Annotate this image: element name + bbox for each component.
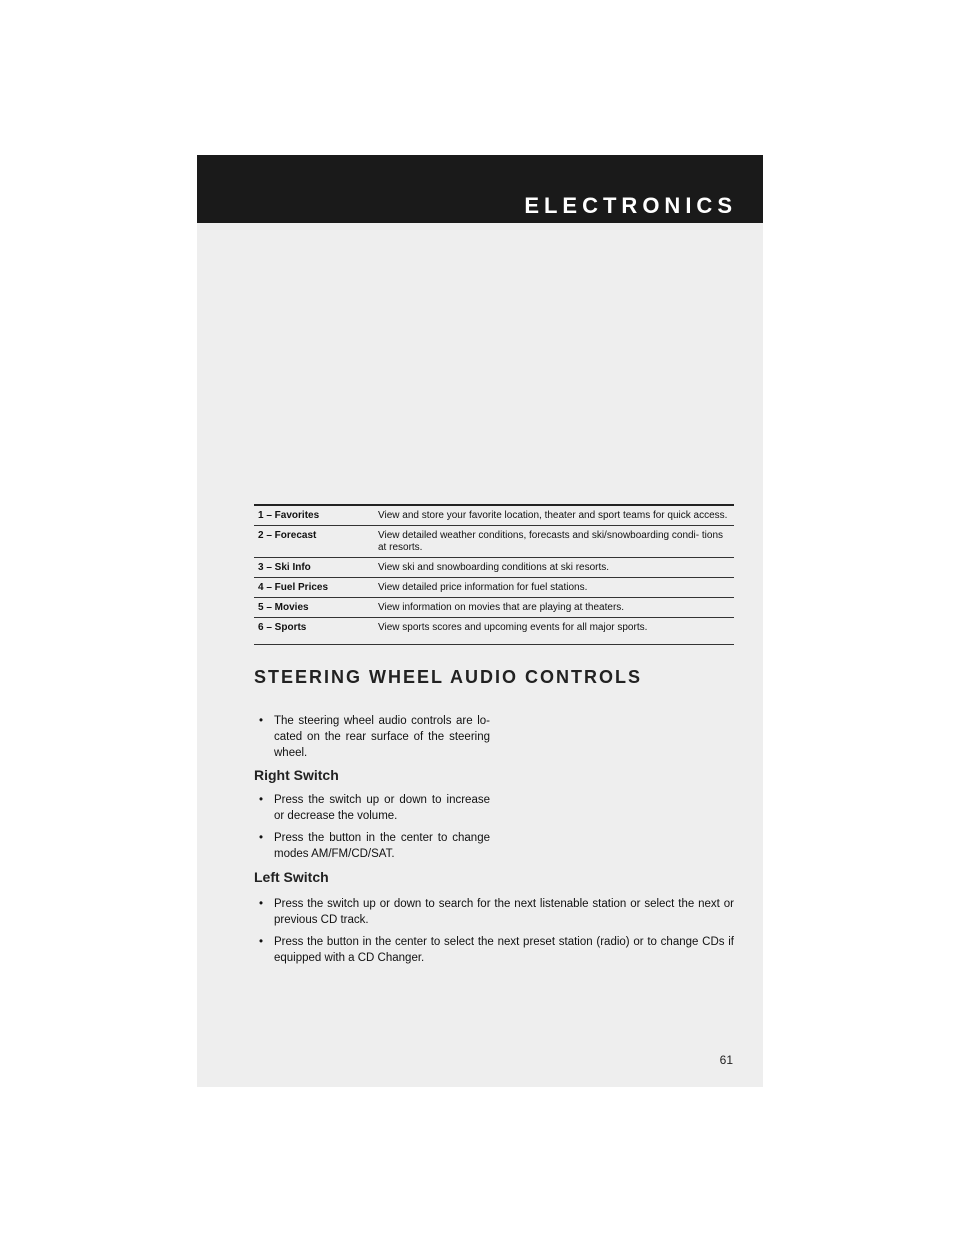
manual-page [197, 155, 763, 1087]
feature-description: View information on movies that are playing at theaters. [378, 598, 734, 618]
bullet-item: • The steering wheel audio controls are lo- cated on the rear surface of the steering wheel. [254, 713, 490, 761]
feature-name: 2 – Forecast [254, 526, 378, 558]
bullet-item: • Press the button in the center to select the next preset station (radio) or to change CDs if equipped with a CD Changer. [254, 934, 734, 966]
left-switch-heading: Left Switch [254, 869, 329, 885]
right-switch-list [254, 792, 490, 868]
bullet-item: • Press the switch up or down to increase or decrease the volume. [254, 792, 490, 824]
feature-description: View and store your favorite location, theater and sport teams for quick access. [378, 505, 734, 526]
features-table [254, 504, 734, 645]
feature-description: View ski and snowboarding conditions at ski resorts. [378, 558, 734, 578]
bullet-item: • Press the button in the center to change modes AM/FM/CD/SAT. [254, 830, 490, 862]
feature-description: View sports scores and upcoming events for all major sports. [378, 618, 734, 645]
feature-name: 4 – Fuel Prices [254, 578, 378, 598]
table-row [254, 558, 734, 578]
feature-description: View detailed price information for fuel stations. [378, 578, 734, 598]
header-bar [197, 155, 763, 223]
table-row [254, 598, 734, 618]
feature-name: 6 – Sports [254, 618, 378, 645]
right-switch-heading: Right Switch [254, 767, 339, 783]
feature-name: 1 – Favorites [254, 505, 378, 526]
page-number: 61 [719, 1053, 733, 1067]
feature-description: View detailed weather conditions, forecasts and ski/snowboarding condi- tions at resorts. [378, 526, 734, 558]
left-switch-list [254, 896, 734, 972]
steering-intro-list [254, 713, 490, 767]
feature-name: 5 – Movies [254, 598, 378, 618]
section-title: ELECTRONICS [524, 193, 737, 218]
steering-controls-heading: STEERING WHEEL AUDIO CONTROLS [254, 667, 643, 687]
table-row [254, 618, 734, 645]
table-row [254, 505, 734, 526]
table-row [254, 578, 734, 598]
table-row [254, 526, 734, 558]
bullet-item: • Press the switch up or down to search for the next listenable station or select the next or previous CD track. [254, 896, 734, 928]
feature-name: 3 – Ski Info [254, 558, 378, 578]
